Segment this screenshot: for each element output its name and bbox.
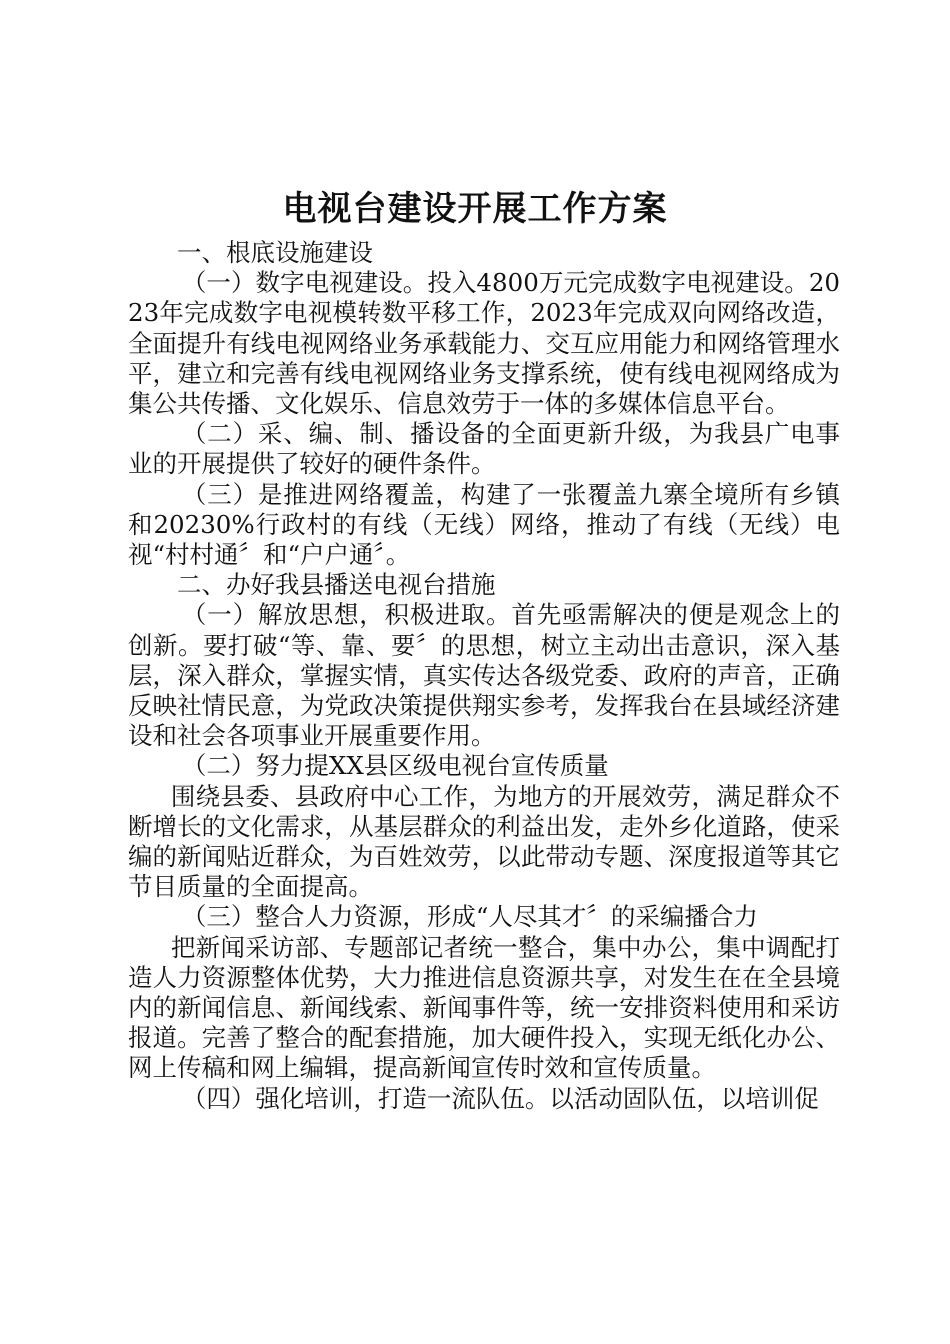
section-heading: 一、根底设施建设	[177, 238, 373, 267]
paragraph: 围绕县委、县政府中心工作，为地方的开展效劳，满足群众不断增长的文化需求，从基层群众的利益出发，走外乡化道路，使采编的新闻贴近群众，为百姓效劳，以此带动专题、深度报道等其它节目质量的全面提高。	[128, 781, 840, 902]
document-body	[128, 238, 840, 1114]
paragraph: （二）采、编、制、播设备的全面更新升级，为我县广电事业的开展提供了较好的硬件条件。	[128, 419, 840, 479]
paragraph: 把新闻采访部、专题部记者统一整合，集中办公，集中调配打造人力资源整体优势，大力推进信息资源共享，对发生在在全县境内的新闻信息、新闻线索、新闻事件等，统一安排资料使用和采访报道。完善了整合的配套措施，加大硬件投入，实现无纸化办公、网上传稿和网上编辑，提高新闻宣传时效和宣传质量。	[128, 932, 840, 1083]
paragraph: （一）数字电视建设。投入4800万元完成数字电视建设。2023年完成数字电视模转数平移工作，2023年完成双向网络改造，全面提升有线电视网络业务承载能力、交互应用能力和网络管理水平，建立和完善有线电视网络业务支撑系统，使有线电视网络成为集公共传播、文化娱乐、信息效劳于一体的多媒体信息平台。	[128, 268, 840, 419]
subsection-heading: （三）整合人力资源，形成“人尽其才〞的采编播合力	[181, 902, 758, 932]
paragraph: （一）解放思想，积极进取。首先亟需解决的便是观念上的创新。要打破“等、靠、要〞的思想，树立主动出击意识，深入基层，深入群众，掌握实情，真实传达各级党委、政府的声音，正确反映社情民意，为党政决策提供翔实参考，发挥我台在县域经济建设和社会各项事业开展重要作用。	[128, 600, 840, 751]
paragraph: （三）是推进网络覆盖，构建了一张覆盖九寨全境所有乡镇和20230%行政村的有线（无线）网络，推动了有线（无线）电视“村村通〞和“户户通〞。	[128, 479, 840, 570]
subsection-heading: （二）努力提XX县区级电视台宣传质量	[181, 751, 609, 781]
paragraph: （四）强化培训，打造一流队伍。以活动固队伍，以培训促	[181, 1083, 819, 1113]
document-title: 电视台建设开展工作方案	[282, 189, 668, 229]
section-heading: 二、办好我县播送电视台措施	[177, 570, 496, 600]
